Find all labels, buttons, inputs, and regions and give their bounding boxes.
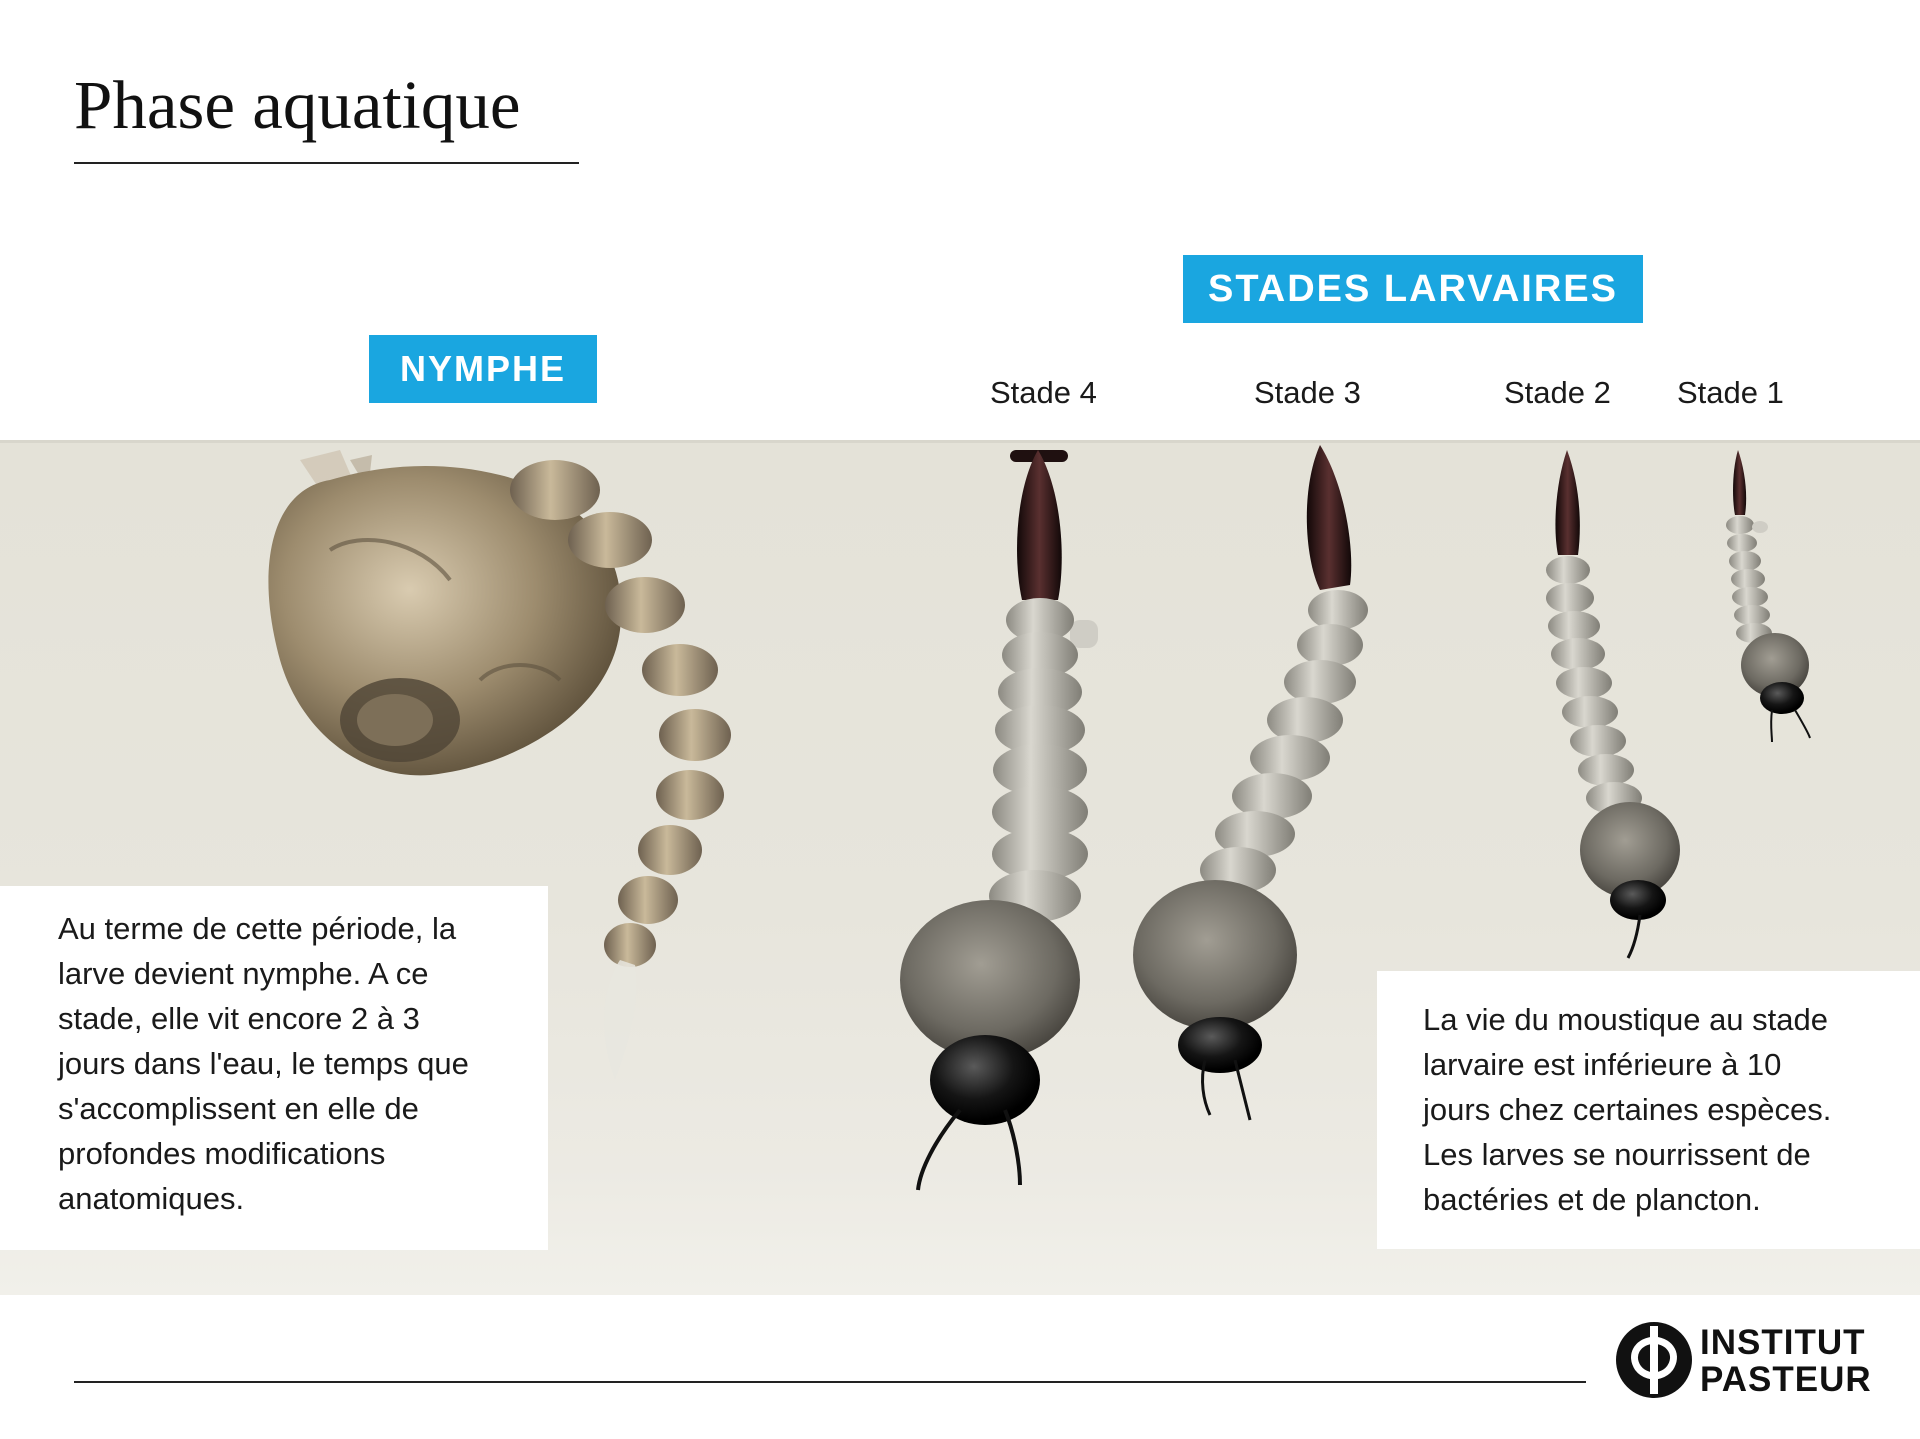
caption-line: jours dans l'eau, le temps que bbox=[58, 1046, 469, 1081]
footer-rule bbox=[74, 1381, 1586, 1383]
larva-stade-1 bbox=[1726, 450, 1810, 742]
caption-line: larve devient nymphe. A ce bbox=[58, 956, 429, 991]
title-underline bbox=[74, 162, 579, 164]
caption-line: anatomiques. bbox=[58, 1181, 245, 1216]
stage-label-2: Stade 2 bbox=[1504, 375, 1611, 410]
caption-line: s'accomplissent en elle de bbox=[58, 1091, 419, 1126]
caption-line: bactéries et de plancton. bbox=[1423, 1182, 1761, 1217]
larva-stade-2 bbox=[1546, 450, 1680, 958]
logo-line-2: PASTEUR bbox=[1700, 1360, 1872, 1399]
caption-line: stade, elle vit encore 2 à 3 bbox=[58, 1001, 420, 1036]
pasteur-logo-icon bbox=[1614, 1320, 1694, 1400]
logo-line-1: INSTITUT bbox=[1700, 1323, 1866, 1362]
caption-line: Au terme de cette période, la bbox=[58, 911, 457, 946]
stage-label-4: Stade 4 bbox=[990, 375, 1097, 410]
logo-text bbox=[1700, 1324, 1872, 1398]
larva-caption bbox=[1377, 971, 1920, 1249]
stades-larvaires-label: STADES LARVAIRES bbox=[1183, 255, 1643, 323]
caption-line: profondes modifications bbox=[58, 1136, 386, 1171]
larva-stade-3 bbox=[1133, 445, 1368, 1120]
nymphe-caption bbox=[0, 886, 548, 1250]
caption-line: La vie du moustique au stade bbox=[1423, 1002, 1828, 1037]
page-title: Phase aquatique bbox=[74, 67, 521, 143]
caption-line: Les larves se nourrissent de bbox=[1423, 1137, 1811, 1172]
stage-label-3: Stade 3 bbox=[1254, 375, 1361, 410]
caption-line: larvaire est inférieure à 10 bbox=[1423, 1047, 1782, 1082]
stage-label-1: Stade 1 bbox=[1677, 375, 1784, 410]
larva-stade-4 bbox=[900, 450, 1098, 1190]
institut-pasteur-logo bbox=[1614, 1320, 1904, 1400]
caption-line: jours chez certaines espèces. bbox=[1423, 1092, 1832, 1127]
nymphe-label: NYMPHE bbox=[369, 335, 597, 403]
